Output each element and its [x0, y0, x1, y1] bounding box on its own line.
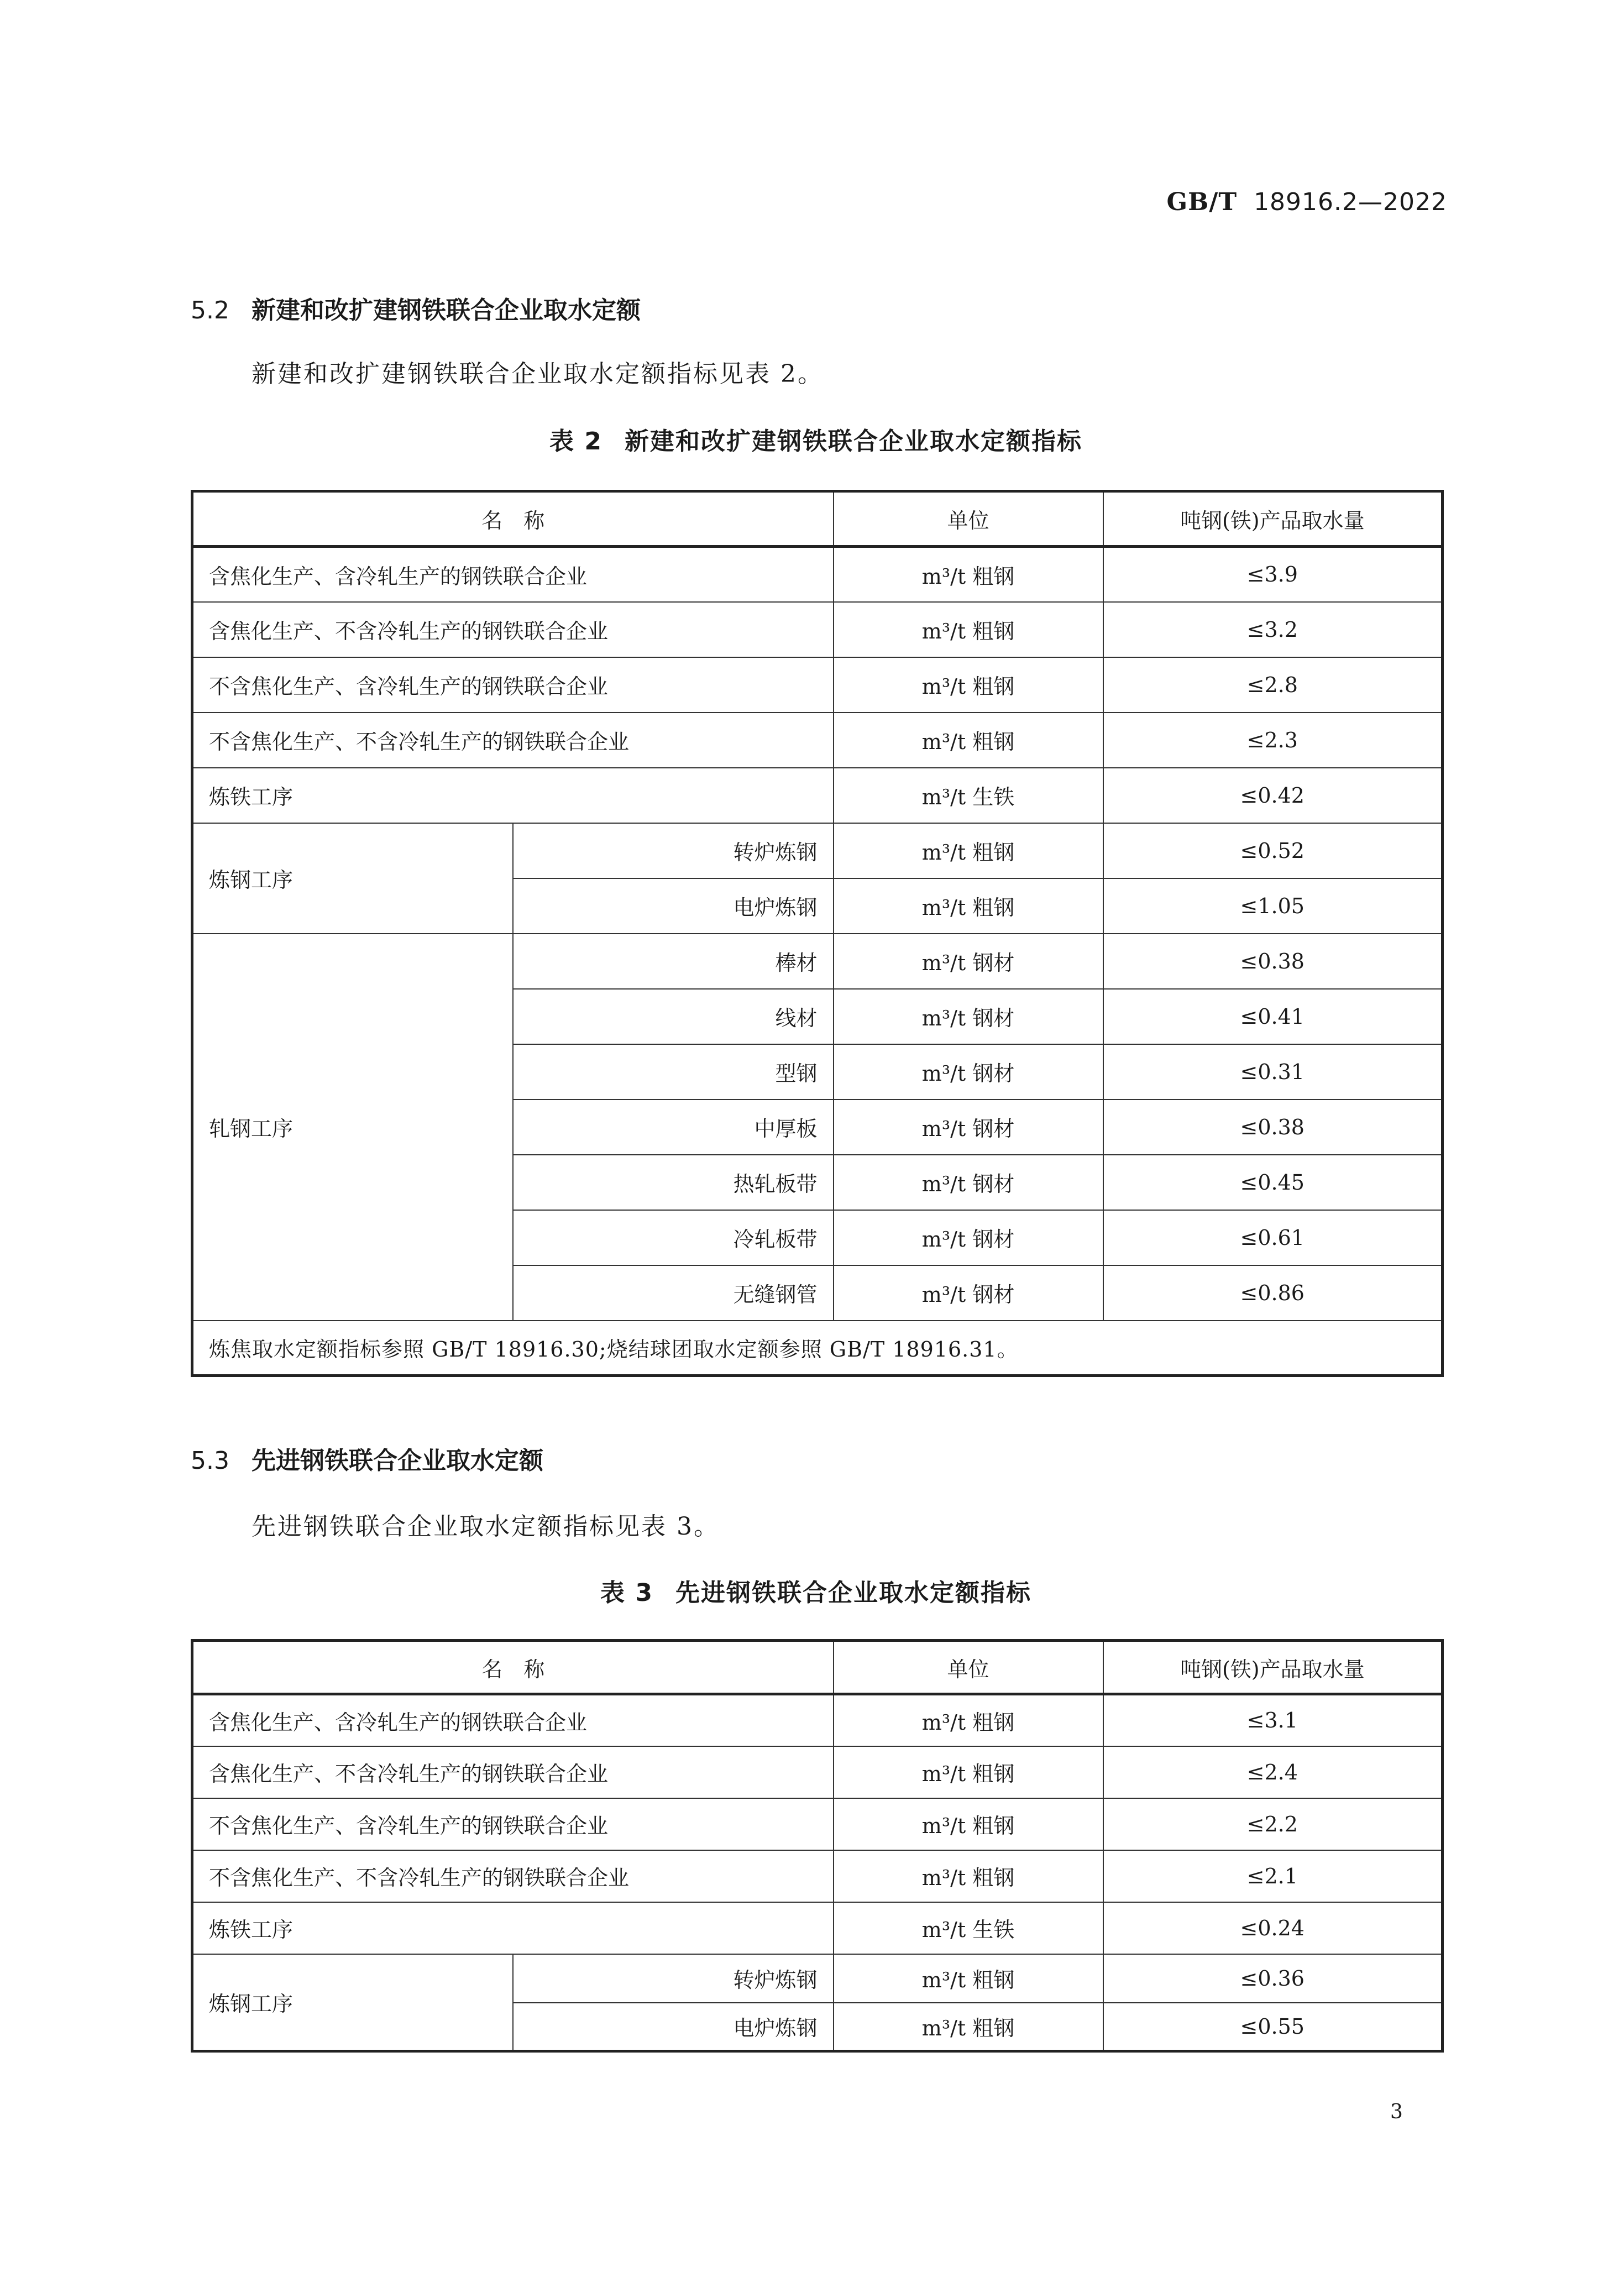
row-unit: m³/t 生铁	[834, 768, 1103, 823]
table-2-caption	[191, 421, 1441, 457]
section-title: 先进钢铁联合企业取水定额	[252, 1447, 543, 1475]
row-value: ≤0.31	[1103, 1044, 1443, 1100]
row-unit: m³/t 钢材	[834, 1265, 1103, 1321]
header-value: 吨钢(铁)产品取水量	[1103, 1641, 1443, 1694]
table-row	[192, 657, 1443, 713]
row-value: ≤2.4	[1103, 1746, 1443, 1798]
row-subname: 线材	[513, 989, 834, 1044]
table-row	[192, 602, 1443, 657]
table-title: 先进钢铁联合企业取水定额指标	[675, 1579, 1031, 1607]
page-number: 3	[1390, 2101, 1403, 2123]
table-row	[192, 713, 1443, 768]
table-row	[192, 1850, 1443, 1902]
row-unit: m³/t 钢材	[834, 989, 1103, 1044]
row-subname: 型钢	[513, 1044, 834, 1100]
group-name: 炼钢工序	[192, 823, 513, 934]
row-value: ≤3.1	[1103, 1694, 1443, 1746]
row-unit: m³/t 生铁	[834, 1902, 1103, 1954]
row-subname: 转炉炼钢	[513, 1954, 834, 2003]
row-value: ≤3.9	[1103, 547, 1443, 602]
row-value: ≤0.36	[1103, 1954, 1443, 2003]
table-header-row	[192, 491, 1443, 547]
row-unit: m³/t 粗钢	[834, 878, 1103, 934]
row-unit: m³/t 钢材	[834, 1155, 1103, 1210]
row-value: ≤2.2	[1103, 1798, 1443, 1850]
table-number: 表 2	[549, 427, 603, 456]
group-name: 炼钢工序	[192, 1954, 513, 2051]
row-value: ≤0.61	[1103, 1210, 1443, 1265]
row-subname: 电炉炼钢	[513, 878, 834, 934]
row-name: 不含焦化生产、不含冷轧生产的钢铁联合企业	[192, 713, 834, 768]
row-unit: m³/t 钢材	[834, 1210, 1103, 1265]
table-note-row	[192, 1321, 1443, 1376]
row-unit: m³/t 粗钢	[834, 2003, 1103, 2051]
standard-number: 18916.2—2022	[1254, 188, 1447, 216]
row-value: ≤0.45	[1103, 1155, 1443, 1210]
section-5-3-heading	[191, 1441, 543, 1476]
table-row	[192, 1902, 1443, 1954]
table-row	[192, 823, 1443, 878]
table-row	[192, 1798, 1443, 1850]
row-value: ≤3.2	[1103, 602, 1443, 657]
row-subname: 无缝钢管	[513, 1265, 834, 1321]
section-5-3-paragraph: 先进钢铁联合企业取水定额指标见表 3。	[252, 1512, 720, 1541]
row-name: 含焦化生产、含冷轧生产的钢铁联合企业	[192, 547, 834, 602]
table-row	[192, 1694, 1443, 1746]
table-number: 表 3	[600, 1579, 653, 1607]
row-subname: 棒材	[513, 934, 834, 989]
row-unit: m³/t 粗钢	[834, 657, 1103, 713]
table-3	[191, 1639, 1444, 2053]
standard-prefix: GB/T	[1166, 188, 1238, 216]
table-row	[192, 934, 1443, 989]
row-name: 不含焦化生产、不含冷轧生产的钢铁联合企业	[192, 1850, 834, 1902]
row-subname: 转炉炼钢	[513, 823, 834, 878]
group-name: 轧钢工序	[192, 934, 513, 1321]
section-number: 5.2	[191, 296, 229, 324]
row-unit: m³/t 粗钢	[834, 547, 1103, 602]
row-name: 不含焦化生产、含冷轧生产的钢铁联合企业	[192, 657, 834, 713]
row-subname: 热轧板带	[513, 1155, 834, 1210]
row-unit: m³/t 钢材	[834, 1044, 1103, 1100]
row-value: ≤0.55	[1103, 2003, 1443, 2051]
row-value: ≤2.3	[1103, 713, 1443, 768]
row-value: ≤0.38	[1103, 1100, 1443, 1155]
table-note: 炼焦取水定额指标参照 GB/T 18916.30;烧结球团取水定额参照 GB/T 18916.31。	[192, 1321, 1443, 1376]
row-unit: m³/t 粗钢	[834, 823, 1103, 878]
row-unit: m³/t 粗钢	[834, 1798, 1103, 1850]
row-value: ≤2.1	[1103, 1850, 1443, 1902]
table-title: 新建和改扩建钢铁联合企业取水定额指标	[624, 427, 1082, 456]
row-value: ≤0.24	[1103, 1902, 1443, 1954]
row-unit: m³/t 粗钢	[834, 1850, 1103, 1902]
row-name: 含焦化生产、不含冷轧生产的钢铁联合企业	[192, 1746, 834, 1798]
row-value: ≤0.42	[1103, 768, 1443, 823]
row-subname: 电炉炼钢	[513, 2003, 834, 2051]
table-3-caption	[191, 1573, 1441, 1608]
section-title: 新建和改扩建钢铁联合企业取水定额	[252, 296, 641, 324]
header-value: 吨钢(铁)产品取水量	[1103, 491, 1443, 547]
row-subname: 冷轧板带	[513, 1210, 834, 1265]
row-unit: m³/t 粗钢	[834, 1746, 1103, 1798]
row-unit: m³/t 钢材	[834, 1100, 1103, 1155]
table-row	[192, 768, 1443, 823]
row-value: ≤0.52	[1103, 823, 1443, 878]
row-name: 炼铁工序	[192, 768, 834, 823]
header-name: 名 称	[192, 491, 834, 547]
row-name: 含焦化生产、不含冷轧生产的钢铁联合企业	[192, 602, 834, 657]
row-subname: 中厚板	[513, 1100, 834, 1155]
row-value: ≤1.05	[1103, 878, 1443, 934]
row-value: ≤0.86	[1103, 1265, 1443, 1321]
header-unit: 单位	[834, 1641, 1103, 1694]
row-unit: m³/t 钢材	[834, 934, 1103, 989]
row-name: 含焦化生产、含冷轧生产的钢铁联合企业	[192, 1694, 834, 1746]
row-value: ≤2.8	[1103, 657, 1443, 713]
table-2	[191, 490, 1444, 1377]
table-header-row	[192, 1641, 1443, 1694]
row-name: 不含焦化生产、含冷轧生产的钢铁联合企业	[192, 1798, 834, 1850]
row-unit: m³/t 粗钢	[834, 1954, 1103, 2003]
section-number: 5.3	[191, 1447, 229, 1475]
standard-code	[1167, 188, 1448, 216]
section-5-2-paragraph: 新建和改扩建钢铁联合企业取水定额指标见表 2。	[252, 360, 824, 388]
header-name: 名 称	[192, 1641, 834, 1694]
row-value: ≤0.38	[1103, 934, 1443, 989]
section-5-2-heading	[191, 290, 641, 326]
row-unit: m³/t 粗钢	[834, 1694, 1103, 1746]
row-unit: m³/t 粗钢	[834, 713, 1103, 768]
row-unit: m³/t 粗钢	[834, 602, 1103, 657]
row-value: ≤0.41	[1103, 989, 1443, 1044]
row-name: 炼铁工序	[192, 1902, 834, 1954]
table-row	[192, 1746, 1443, 1798]
table-row	[192, 547, 1443, 602]
table-row	[192, 1954, 1443, 2003]
header-unit: 单位	[834, 491, 1103, 547]
